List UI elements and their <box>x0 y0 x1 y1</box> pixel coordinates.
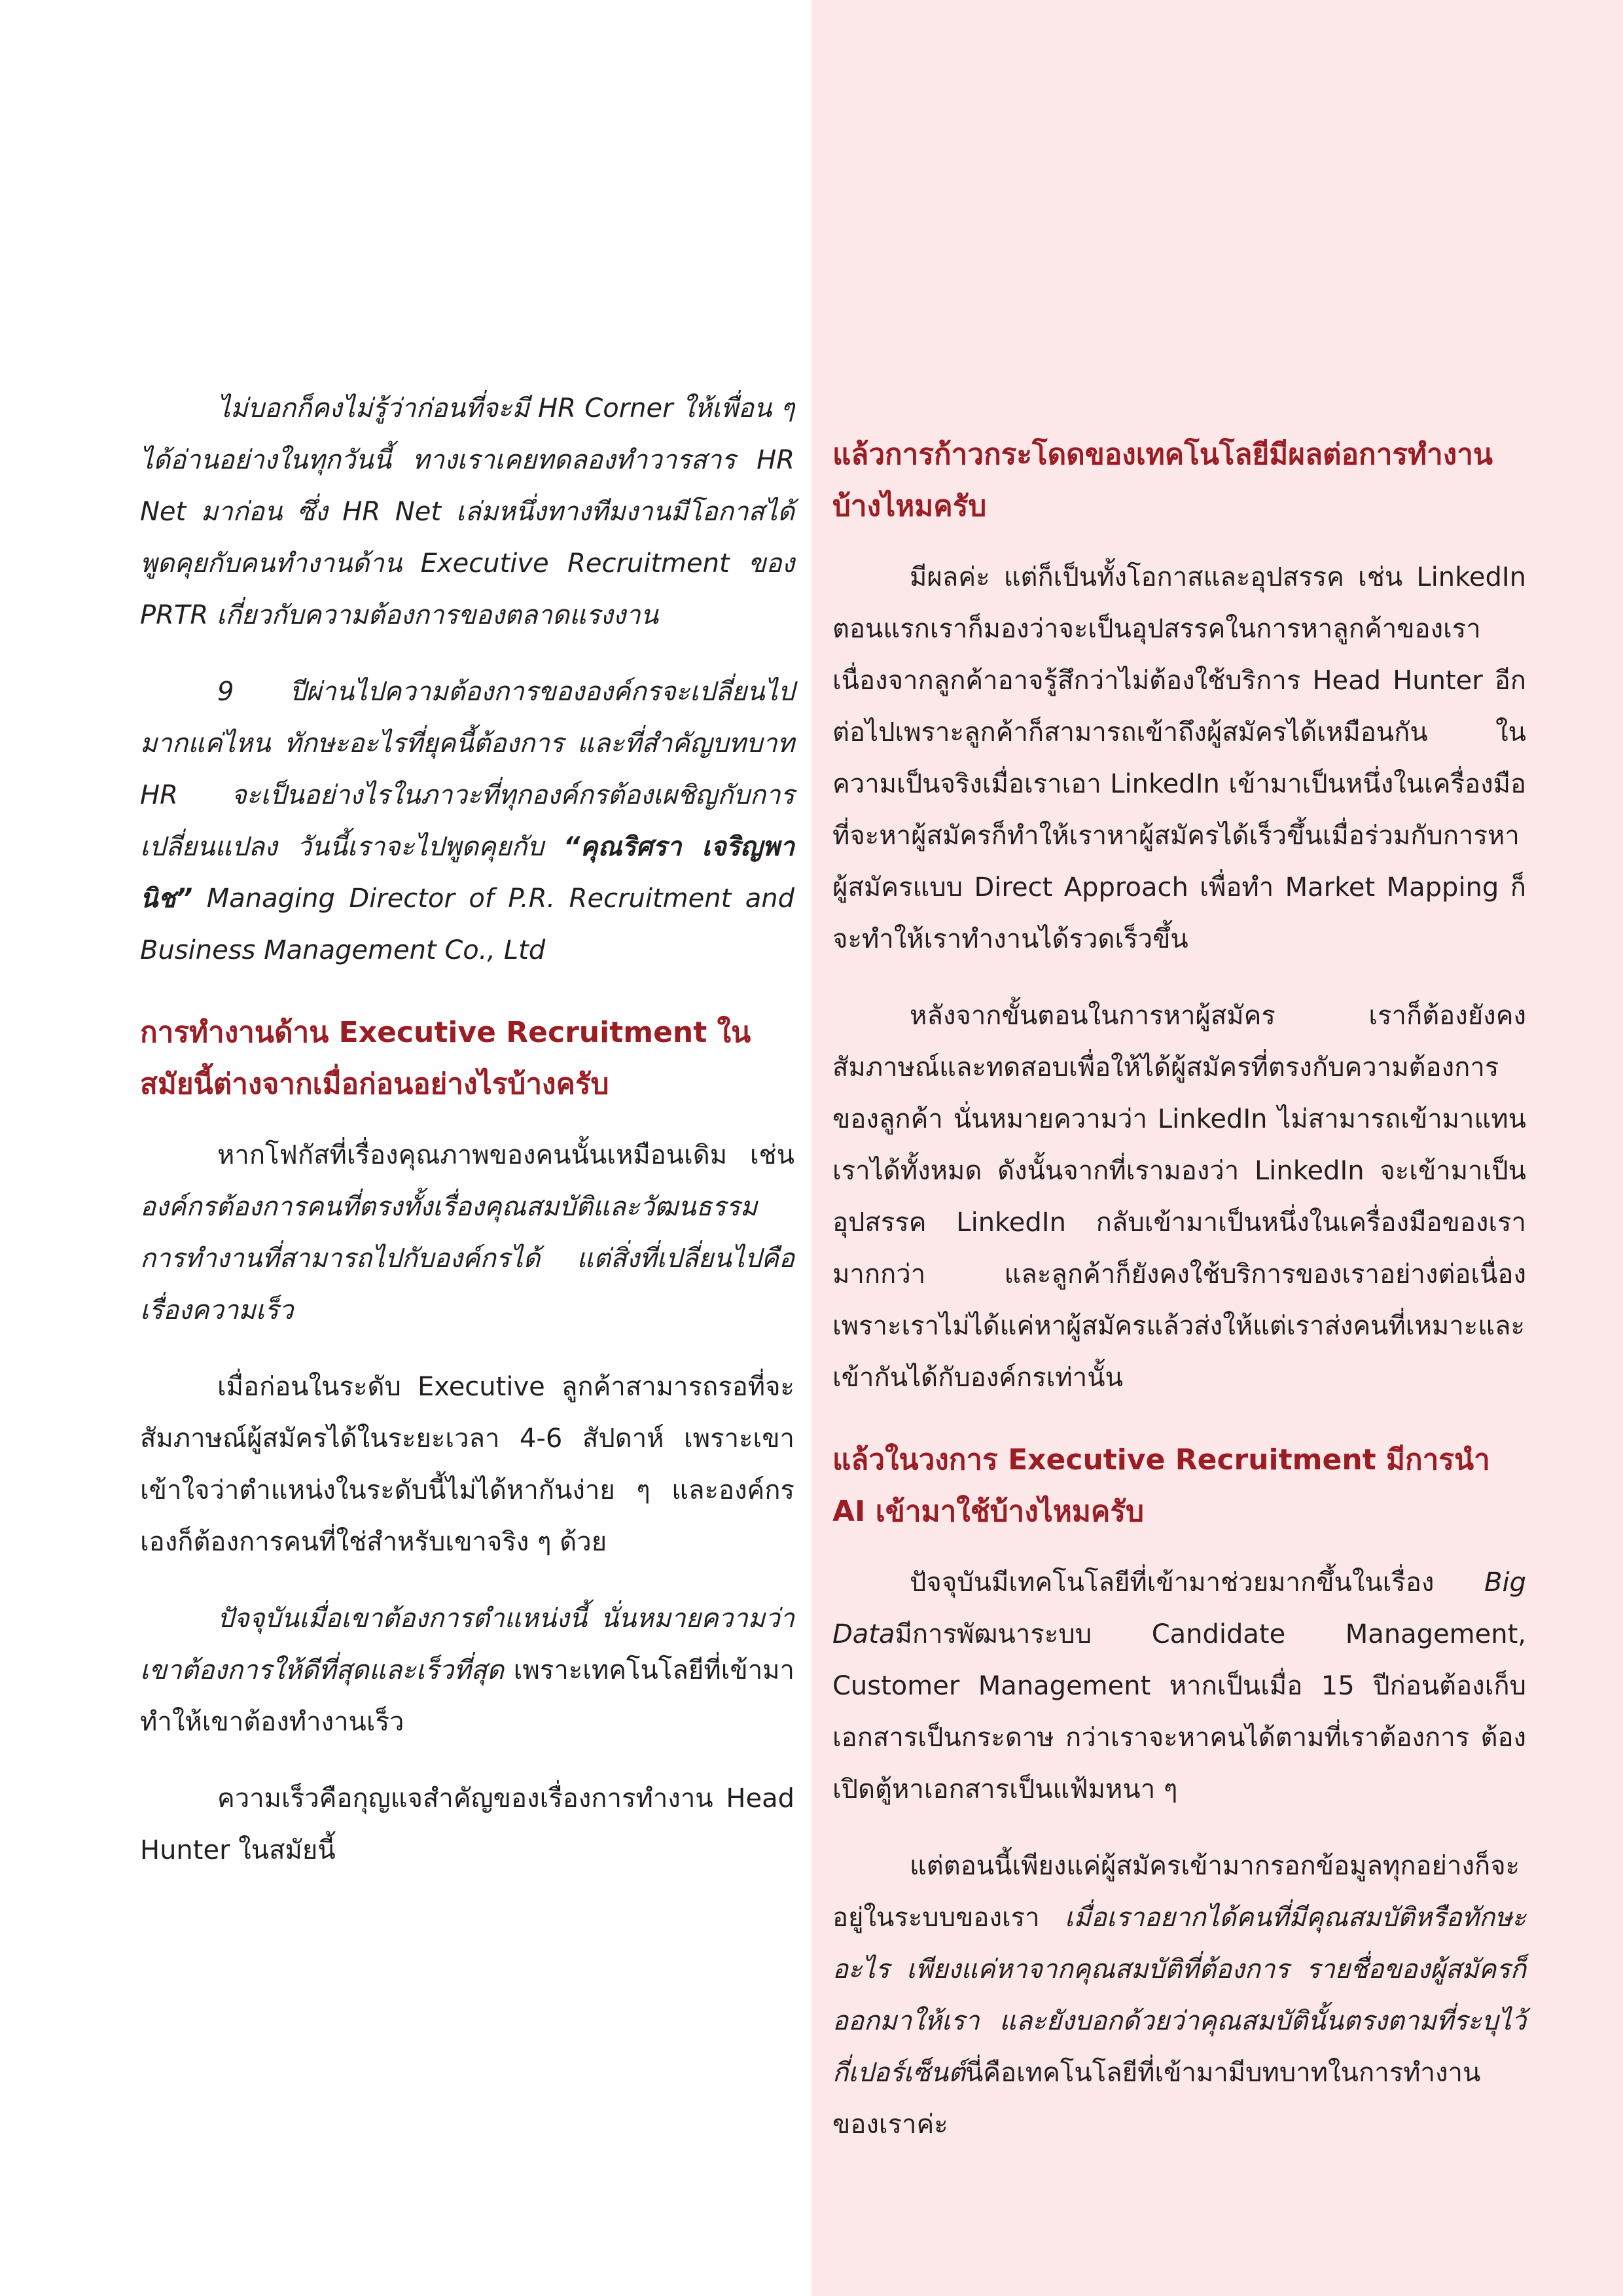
answer-paragraph-3 <box>140 1593 794 1748</box>
intro-paragraph-2 <box>140 666 794 977</box>
answer-paragraph-6: หลังจากขั้นตอนในการหาผู้สมัคร เราก็ต้องยังคงสัมภาษณ์และทดสอบเพื่อให้ได้ผู้สมัครที่ตรงกับความต้องการของลูกค้า นั่นหมายความว่า LinkedIn ไม่สามารถเข้ามาแทนเราได้ทั้งหมด ดังนั้นจากที่เรามองว่า LinkedIn จะเข้ามาเป็นอุปสรรค LinkedIn กลับเข้ามาเป็นหนึ่งในเครื่องมือของเรามากกว่า และลูกค้าก็ยังคงใช้บริการของเราอย่างต่อเนื่อง เพราะเราไม่ได้แค่หาผู้สมัครแล้วส่งให้แต่เราส่งคนที่เหมาะและเข้ากันได้กับองค์กรเท่านั้น <box>832 1001 1526 1393</box>
answer-7-text: ปัจจุบันมีเทคโนโลยีที่เข้ามาช่วยมากขึ้นในเรื่อง <box>910 1568 1485 1598</box>
answer-3-italic: ปัจจุบันเมื่อเขาต้องการตำแหน่งนี้ นั่นหมายความว่าเขาต้องการให้ดีที่สุดและเร็วที่สุด <box>140 1604 794 1685</box>
answer-paragraph-4: ความเร็วคือกุญแจสำคัญของเรื่องการทำงาน Head Hunter ในสมัยนี้ <box>140 1784 794 1865</box>
answer-8-italic: เมื่อเราอยากได้คนที่มีคุณสมบัติหรือทักษะอะไร เพียงแค่หาจากคุณสมบัติที่ต้องการ รายชื่อของผู้สมัครก็ออกมาให้เรา และยังบอกด้วยว่าคุณสมบัตินั้นตรงตามที่ระบุไว้กี่เปอร์เซ็นต์ <box>832 1903 1526 2088</box>
answer-3-text: เพราะเทคโนโลยีที่เข้ามาทำให้เขาต้องทำงานเร็ว <box>140 1655 794 1737</box>
question-heading-2: แล้วการก้าวกระโดดของเทคโนโลยีมีผลต่อการทำงานบ้างไหมครับ <box>832 438 1493 523</box>
answer-paragraph-1 <box>140 1130 794 1336</box>
answer-paragraph-8 <box>832 1840 1526 2151</box>
intro-paragraph-1: ไม่บอกก็คงไม่รู้ว่าก่อนที่จะมี HR Corner ให้เพื่อน ๆ ได้อ่านอย่างในทุกวันนี้ ทางเราเคยทดลองทำวารสาร HR Net มาก่อน ซึ่ง HR Net เล่มหนึ่งทางทีมงานมีโอกาสได้พูดคุยกับคนทำงานด้าน Executive Recruitment ของ PRTR เกี่ยวกับความต้องการของตลาดแรงงาน <box>140 393 794 630</box>
left-column <box>140 383 794 1901</box>
answer-paragraph-7 <box>832 1557 1526 1816</box>
interviewee-name: “คุณริศรา เจริญพานิช” <box>140 832 794 914</box>
answer-8-text: แต่ตอนนี้เพียงแค่ผู้สมัครเข้ามากรอกข้อมูลทุกอย่างก็จะอยู่ในระบบของเรา <box>832 1851 1520 1933</box>
question-heading-1: การทำงานด้าน Executive Recruitment ในสมัยนี้ต่างจากเมื่อก่อนอย่างไรบ้างครับ <box>140 1016 751 1101</box>
answer-1-italic: องค์กรต้องการคนที่ตรงทั้งเรื่องคุณสมบัติและวัฒนธรรมการทำงานที่สามารถไปกับองค์กรได้ แต่สิ่งที่เปลี่ยนไปคือเรื่องความเร็ว <box>140 1192 794 1325</box>
answer-7-italic: Big Data <box>832 1568 1526 1649</box>
right-column <box>832 429 1526 2176</box>
answer-7-rest: มีการพัฒนาระบบ Candidate Management, Customer Management หากเป็นเมื่อ 15 ปีก่อนต้องเก็บเอกสารเป็นกระดาษ กว่าเราจะหาคนได้ตามที่เราต้องการ ต้องเปิดตู้หาเอกสารเป็นแฟ้มหนา ๆ <box>832 1619 1526 1804</box>
answer-paragraph-5: มีผลค่ะ แต่ก็เป็นทั้งโอกาสและอุปสรรค เช่น LinkedIn ตอนแรกเราก็มองว่าจะเป็นอุปสรรคในการหาลูกค้าของเรา เนื่องจากลูกค้าอาจรู้สึกว่าไม่ต้องใช้บริการ Head Hunter อีกต่อไปเพราะลูกค้าก็สามารถเข้าถึงผู้สมัครได้เหมือนกัน ในความเป็นจริงเมื่อเราเอา LinkedIn เข้ามาเป็นหนึ่งในเครื่องมือที่จะหาผู้สมัครก็ทำให้เราหาผู้สมัครได้เร็วขึ้นเมื่อร่วมกับการหาผู้สมัครแบบ Direct Approach เพื่อทำ Market Mapping ก็จะทำให้เราทำงานได้รวดเร็วขึ้น <box>832 562 1526 954</box>
answer-1-text: หากโฟกัสที่เรื่องคุณภาพของคนนั้นเหมือนเดิม เช่น <box>217 1140 794 1170</box>
answer-paragraph-2: เมื่อก่อนในระดับ Executive ลูกค้าสามารถรอที่จะสัมภาษณ์ผู้สมัครได้ในระยะเวลา 4-6 สัปดาห์ เพราะเขาเข้าใจว่าตำแหน่งในระดับนี้ไม่ได้หากันง่าย ๆ และองค์กรเองก็ต้องการคนที่ใช่สำหรับเขาจริง ๆ ด้วย <box>140 1372 794 1557</box>
intro-2-text: 9 ปีผ่านไปความต้องการขององค์กรจะเปลี่ยนไปมากแค่ไหน ทักษะอะไรที่ยุคนี้ต้องการ และที่สำคัญบทบาท HR จะเป็นอย่างไรในภาวะที่ทุกองค์กรต้องเผชิญกับการเปลี่ยนแปลง วันนี้เราจะไปพูดคุยกับ <box>140 677 794 862</box>
question-heading-3: แล้วในวงการ Executive Recruitment มีการนำ AI เข้ามาใช้บ้างไหมครับ <box>832 1443 1490 1528</box>
interviewee-title: Managing Director of P.R. Recruitment and Business Management Co., Ltd <box>140 884 794 965</box>
answer-8-rest: นี่คือเทคโนโลยีที่เข้ามามีบทบาทในการทำงานของเราค่ะ <box>832 2058 1481 2140</box>
